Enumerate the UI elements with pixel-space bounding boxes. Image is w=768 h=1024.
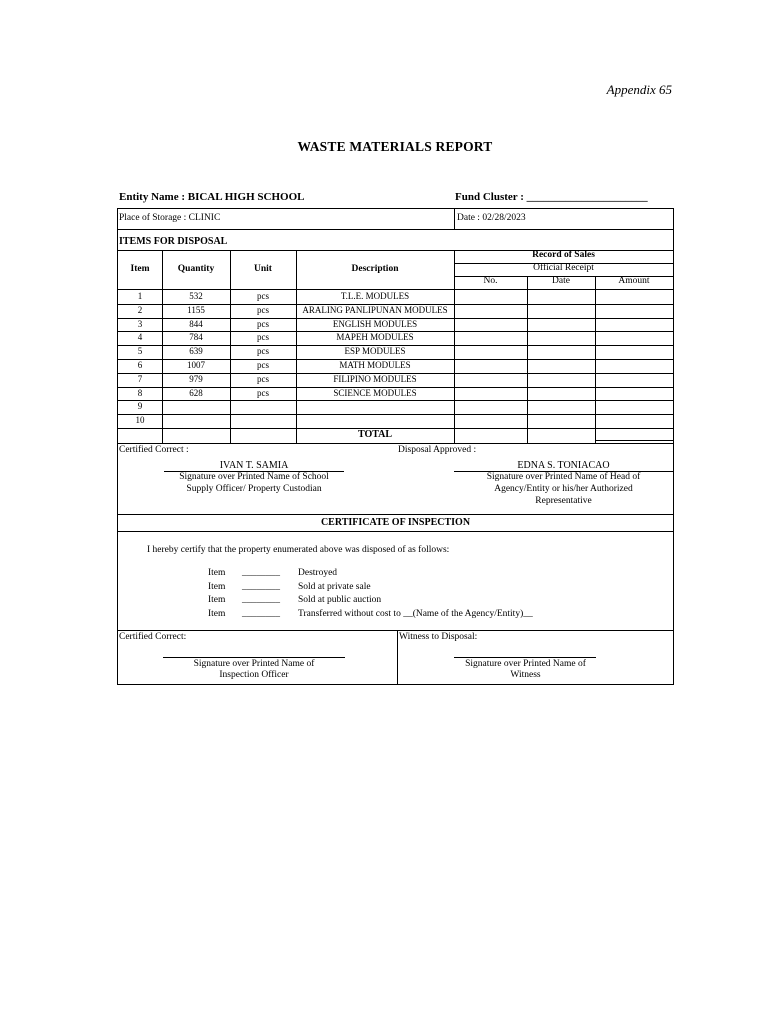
table-cell-unit: pcs	[257, 360, 269, 370]
table-cell-description: ENGLISH MODULES	[332, 318, 418, 329]
table-cell-item: 10	[135, 415, 145, 426]
table-cell-description: ESP MODULES	[344, 346, 406, 357]
report-title: WASTE MATERIALS REPORT	[297, 139, 493, 154]
witness-label: Witness to Disposal:	[399, 632, 478, 642]
col-header-no: No.	[483, 276, 498, 286]
total-underline	[595, 440, 673, 441]
custodian-caption-1: Signature over Printed Name of School	[179, 472, 329, 482]
items-heading: ITEMS FOR DISPOSAL	[119, 236, 228, 247]
certificate-title: CERTIFICATE OF INSPECTION	[320, 517, 471, 528]
col-header-unit: Unit	[254, 264, 272, 274]
col-header-description: Description	[351, 264, 399, 274]
disposal-label: Item	[208, 568, 226, 578]
divider	[118, 229, 673, 230]
table-cell-item: 6	[137, 360, 143, 370]
table-cell-unit: pcs	[257, 387, 269, 398]
table-cell-description: MAPEH MODULES	[336, 332, 414, 343]
head-caption-1: Signature over Printed Name of Head of	[486, 472, 641, 482]
report-date: Date : 02/28/2023	[457, 213, 526, 223]
waste-report-form	[117, 208, 674, 685]
col-header-record-of-sales: Record of Sales	[532, 250, 595, 260]
witness-caption-1: Signature over Printed Name of	[465, 659, 586, 669]
custodian-caption-2: Supply Officer/ Property Custodian	[186, 484, 322, 494]
table-cell-unit: pcs	[257, 318, 269, 329]
signature-line	[163, 657, 345, 658]
table-cell-unit: pcs	[257, 304, 269, 315]
inspection-caption-1: Signature over Printed Name of	[193, 659, 315, 669]
witness-caption-2: Witness	[510, 670, 541, 680]
place-of-storage: Place of Storage : CLINIC	[119, 213, 221, 223]
divider	[118, 531, 673, 532]
table-row-line	[118, 400, 673, 401]
table-cell-item: 7	[137, 373, 143, 384]
table-cell-description: ARALING PANLIPUNAN MODULES	[302, 304, 448, 315]
col-header-official-receipt: Official Receipt	[533, 263, 594, 273]
table-cell-description: T.L.E. MODULES	[340, 291, 410, 301]
head-caption-3: Representative	[535, 496, 592, 506]
table-cell-quantity: 1007	[187, 360, 205, 370]
table-cell-unit: pcs	[257, 373, 269, 384]
certified-correct-label-2: Certified Correct:	[119, 632, 187, 642]
table-cell-description: MATH MODULES	[339, 360, 411, 370]
table-cell-description: FILIPINO MODULES	[333, 373, 417, 384]
col-header-quantity: Quantity	[177, 264, 215, 274]
divider	[397, 630, 398, 685]
appendix-label: Appendix 65	[606, 82, 672, 97]
table-cell-unit: pcs	[257, 346, 269, 357]
table-cell-quantity: 844	[189, 318, 203, 329]
disposal-text: Sold at private sale	[298, 581, 371, 592]
table-cell-quantity: 628	[189, 387, 203, 398]
table-cell-item: 4	[137, 332, 143, 343]
table-cell-unit: pcs	[257, 332, 269, 343]
disposal-blank: ________	[242, 595, 280, 606]
table-cell-unit: pcs	[257, 291, 269, 301]
fund-cluster: Fund Cluster : ______________________	[455, 191, 648, 203]
disposal-blank: ________	[242, 608, 280, 619]
divider	[118, 514, 673, 515]
table-cell-item: 1	[137, 291, 143, 301]
disposal-text: Destroyed	[298, 568, 338, 578]
total-label: TOTAL	[357, 429, 393, 440]
col-header-item: Item	[130, 264, 150, 274]
table-cell-quantity: 784	[189, 332, 203, 343]
table-cell-quantity: 1155	[187, 304, 205, 315]
disposal-blank: ________	[242, 568, 280, 578]
table-cell-item: 8	[137, 387, 143, 398]
disposal-label: Item	[208, 581, 226, 592]
disposal-label: Item	[208, 595, 226, 606]
disposal-text: Transferred without cost to __(Name of the Agency/Entity)__	[298, 608, 533, 619]
disposal-label: Item	[208, 608, 226, 619]
table-cell-quantity: 639	[189, 346, 203, 357]
divider	[454, 209, 455, 229]
certify-text: I hereby certify that the property enumerated above was disposed of as follows:	[147, 545, 450, 555]
entity-name: Entity Name : BICAL HIGH SCHOOL	[119, 191, 305, 203]
table-row-line	[118, 414, 673, 415]
disposal-text: Sold at public auction	[298, 595, 382, 606]
col-header-amount: Amount	[618, 276, 650, 286]
divider	[118, 630, 673, 631]
table-cell-item: 3	[137, 318, 143, 329]
table-cell-item: 2	[137, 304, 143, 315]
custodian-name: IVAN T. SAMIA	[219, 460, 289, 471]
table-cell-quantity: 979	[189, 373, 203, 384]
disposal-approved-label: Disposal Approved :	[398, 445, 477, 455]
disposal-blank: ________	[242, 581, 280, 592]
table-cell-description: SCIENCE MODULES	[333, 387, 417, 398]
divider	[118, 289, 673, 290]
head-name: EDNA S. TONIACAO	[517, 460, 610, 471]
certified-correct-label: Certified Correct :	[119, 445, 189, 455]
table-cell-item: 9	[137, 401, 143, 412]
head-caption-2: Agency/Entity or his/her Authorized	[494, 484, 633, 494]
table-cell-item: 5	[137, 346, 143, 357]
table-cell-quantity: 532	[189, 291, 203, 301]
col-header-date: Date	[552, 276, 570, 286]
signature-line	[454, 657, 596, 658]
inspection-caption-2: Inspection Officer	[219, 670, 289, 680]
divider	[118, 443, 673, 444]
